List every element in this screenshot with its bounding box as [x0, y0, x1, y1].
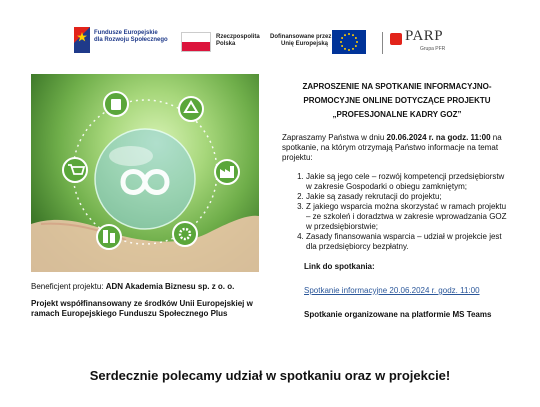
rp-logo-text [216, 34, 260, 48]
invitation-block [282, 80, 512, 320]
meeting-link-label: Link do spotkania: [304, 262, 375, 271]
fe-star-icon [74, 27, 90, 53]
list-item: 3. Z jakiego wsparcia można skorzystać w ramach projektu – ze szkoleń i doradztwa w zakresie wprowadzania GOZ w przedsiębiorstwie; [306, 202, 512, 232]
cart-icon [63, 158, 87, 182]
title-line-2: PROMOCYJNE ONLINE DOTYCZĄCE PROJEKTU [303, 96, 491, 105]
list-item: 4. Zasady finansowania wsparcia – udział w projekcie jest dla przedsiębiorcy bezpłatny. [306, 232, 512, 252]
list-item: 2. Jakie są zasady rekrutacji do projektu; [306, 192, 512, 202]
fe-logo-line1: Fundusze Europejskie [94, 30, 158, 36]
building-icon [97, 225, 121, 249]
rp-logo-line2: Polska [216, 41, 236, 47]
logo-bar [74, 26, 474, 58]
factory-icon [215, 160, 239, 184]
intro-text-post: na spotkanie, na którym otrzymają Państwo informacje na temat projektu: [282, 133, 502, 162]
invitation-intro [282, 133, 512, 163]
beneficiary-name: ADN Akademia Biznesu sp. z o. o. [105, 282, 235, 291]
meeting-date: 20.06.2024 r. na godz. 11:00 [386, 133, 491, 142]
ue-logo-line1: Dofinansowane przez [270, 34, 332, 40]
gear-leaf-icon [173, 222, 197, 246]
ue-logo-line2: Unię Europejską [280, 41, 328, 47]
closing-statement: Serdecznie polecamy udział w spotkaniu oraz w projekcie! [89, 368, 451, 383]
platform-note: Spotkanie organizowane na platformie MS Teams [304, 310, 492, 319]
invitation-title [282, 80, 512, 122]
circular-economy-image [31, 74, 259, 272]
title-line-1: ZAPROSZENIE NA SPOTKANIE INFORMACYJNO- [302, 82, 492, 91]
parp-mark-icon [390, 33, 402, 45]
cofinance-note: Projekt współfinansowany ze środków Unii Europejskiej w ramach Europejskiego Funduszu Społecznego Plus [31, 299, 253, 318]
eu-flag-icon [332, 30, 366, 54]
poland-flag-icon [181, 32, 211, 52]
parp-logo-text: PARP [405, 28, 444, 44]
fundusze-europejskie-logo [74, 26, 174, 58]
ue-logo-text [270, 34, 332, 48]
agenda-list [282, 172, 512, 252]
recycle-icon [179, 97, 203, 121]
meeting-link[interactable]: Spotkanie informacyjne 20.06.2024 r. godz. 11:00 [304, 286, 480, 295]
list-item: 1. Jakie są jego cele – rozwój kompetencji przedsiębiorstw w zakresie Gospodarki o obiegu zamkniętym; [306, 172, 512, 192]
beneficiary-line [31, 282, 234, 291]
bin-icon [104, 92, 128, 116]
fe-logo-line2: dla Rozwoju Społecznego [94, 37, 168, 43]
rp-logo-line1: Rzeczpospolita [216, 34, 260, 40]
title-line-3: „PROFESJONALNE KADRY GOZ” [332, 110, 462, 119]
beneficiary-label: Beneficjent projektu: [31, 282, 104, 291]
parp-logo-subtitle: Grupa PFR [420, 46, 446, 52]
logo-divider [382, 32, 383, 54]
intro-text-pre: Zapraszamy Państwa w dniu [282, 133, 387, 142]
